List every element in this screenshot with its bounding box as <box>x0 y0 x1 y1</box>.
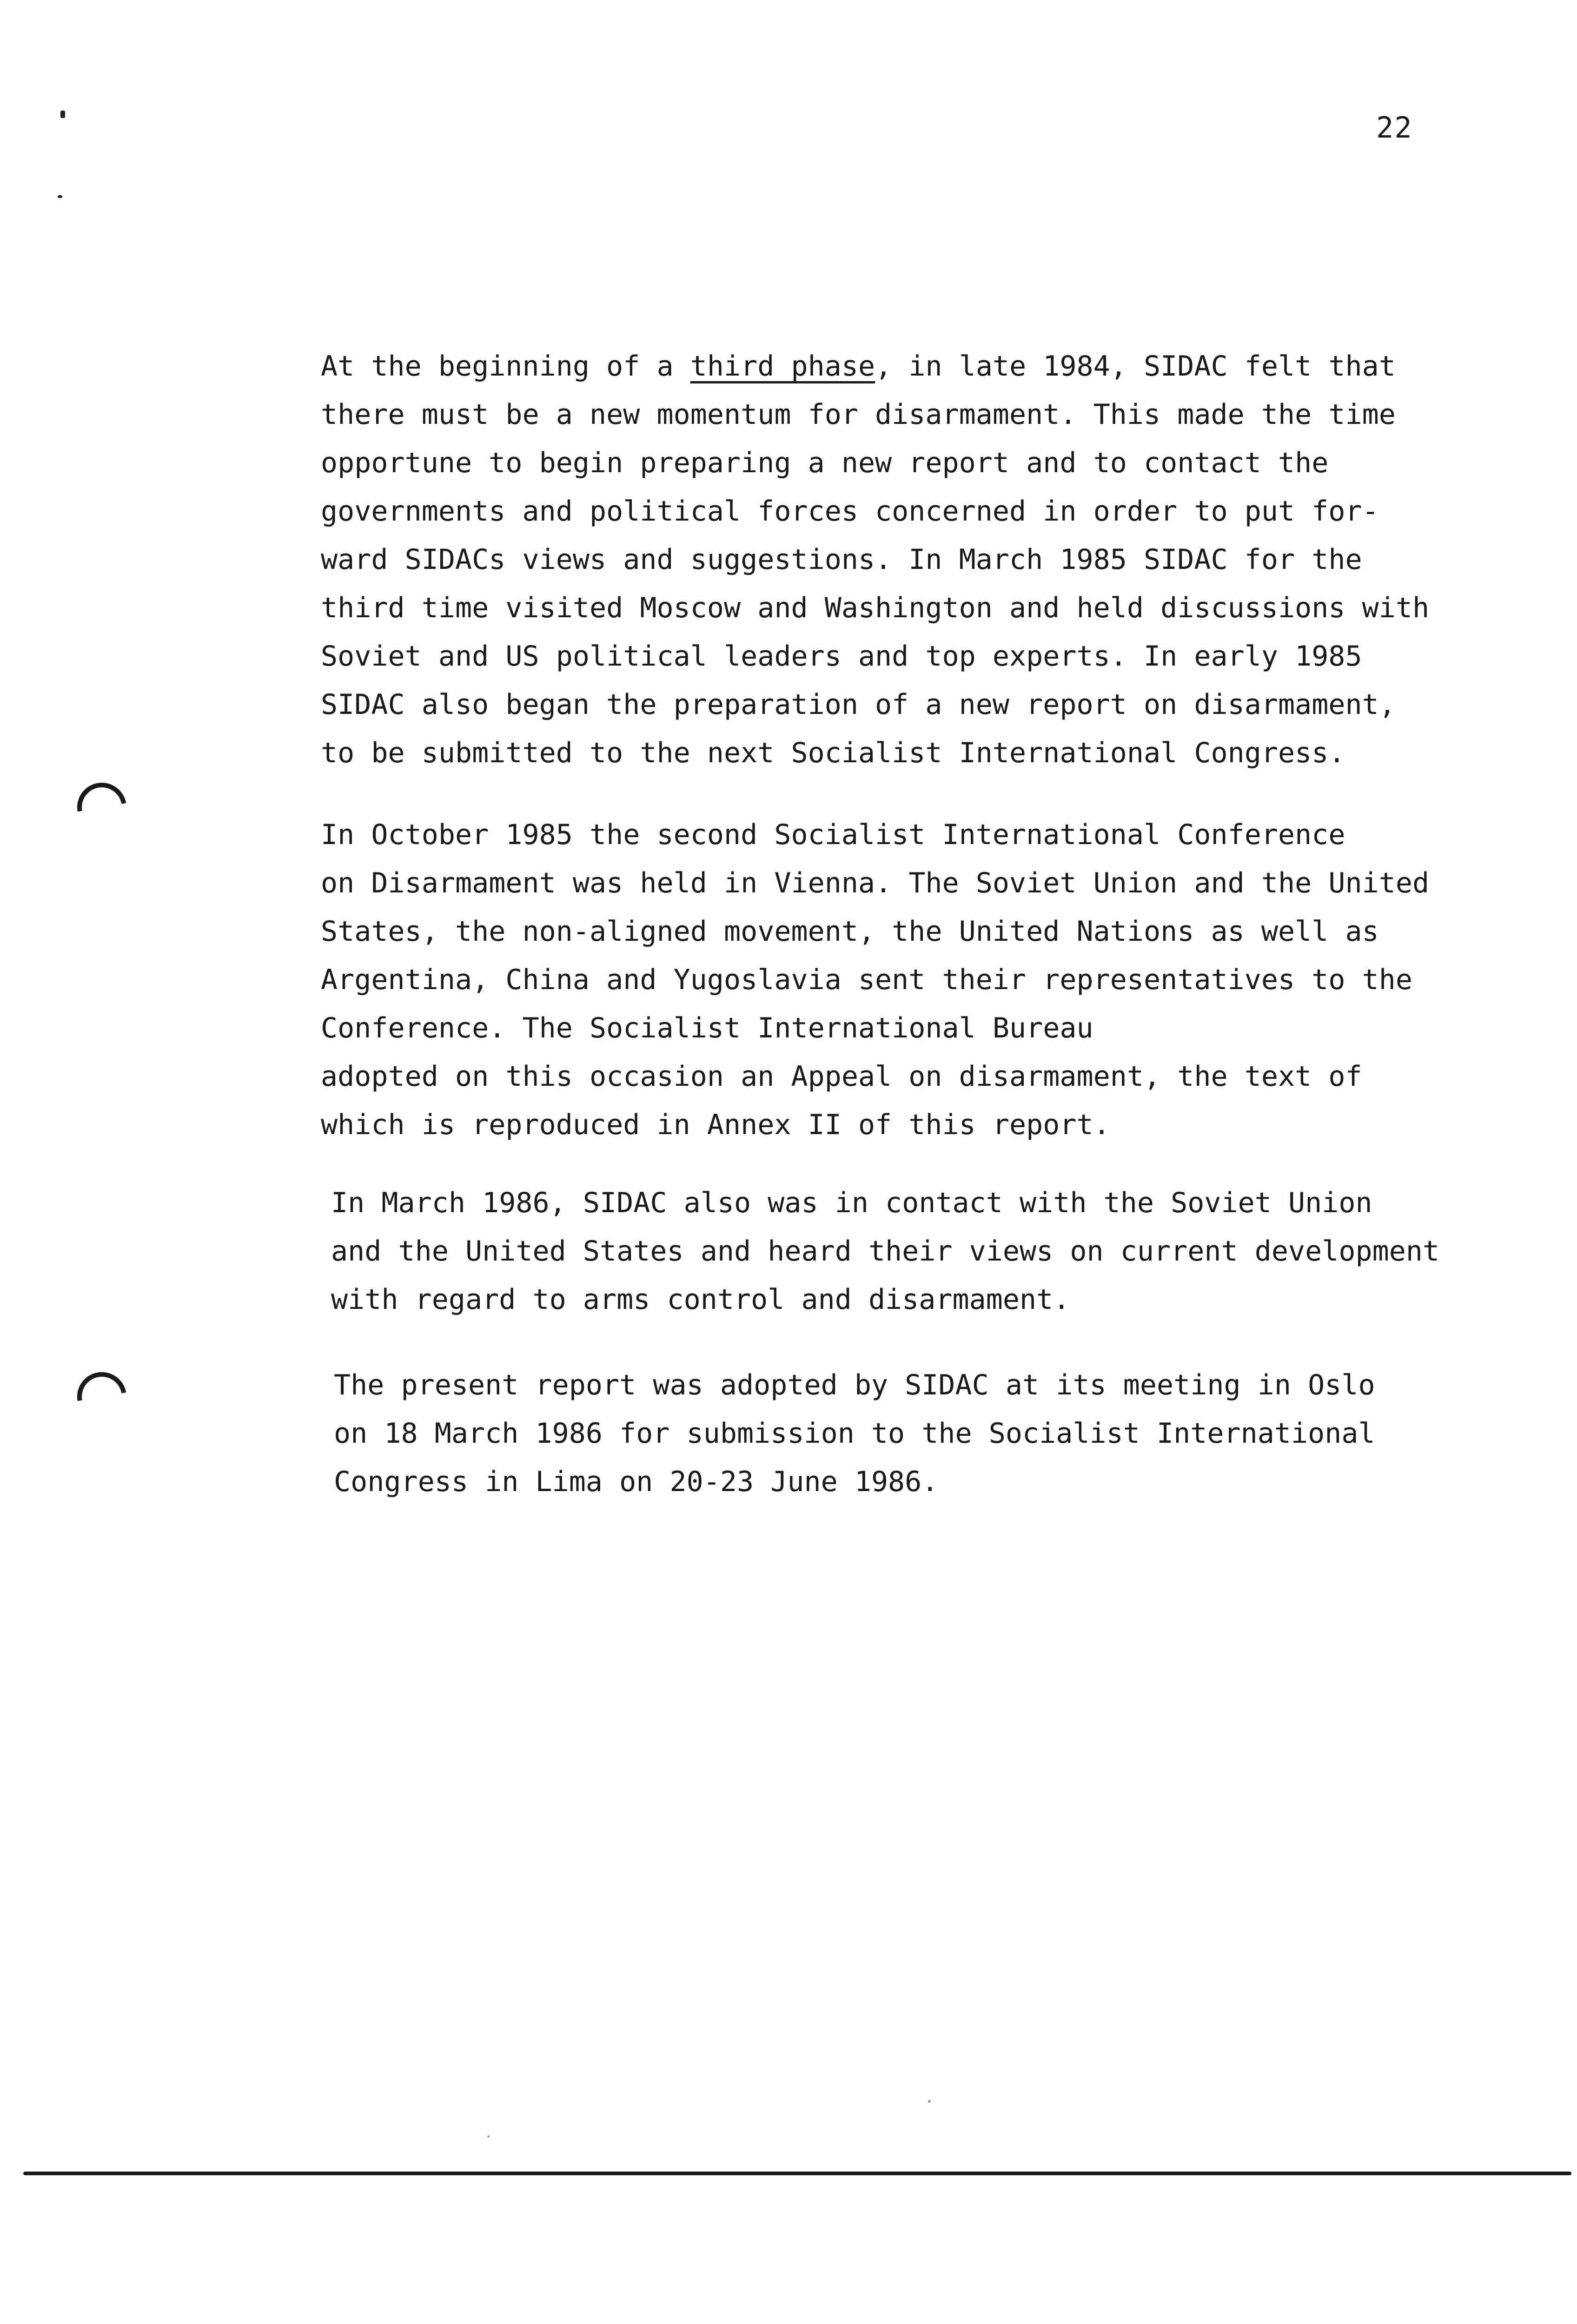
text-line: States, the non-aligned movement, the United Nations as well as <box>321 915 1379 948</box>
text-line: Argentina, China and Yugoslavia sent their representatives to the <box>321 964 1412 996</box>
text-line: to be submitted to the next Socialist International Congress. <box>321 737 1345 769</box>
text-line: third time visited Moscow and Washington and held discussions with <box>321 592 1430 624</box>
paragraph-third-phase <box>321 342 1567 777</box>
text-line: adopted on this occasion an Appeal on disarmament, the text of <box>321 1060 1362 1093</box>
margin-arc-mark <box>67 773 136 842</box>
margin-mark-tick <box>58 195 62 198</box>
text-line: ward SIDACs views and suggestions. In March 1985 SIDAC for the <box>321 543 1362 576</box>
text-line <box>321 342 1567 390</box>
text-line: opportune to begin preparing a new report and to contact the <box>321 447 1329 479</box>
text-line: Soviet and US political leaders and top experts. In early 1985 <box>321 640 1362 673</box>
paragraph-march-1986 <box>331 1179 1577 1324</box>
text-line: In October 1985 the second Socialist International Conference <box>321 819 1345 851</box>
text-line: on 18 March 1986 for submission to the Socialist International <box>334 1417 1375 1450</box>
paragraph-report-adoption <box>334 1361 1577 1506</box>
scan-speck <box>487 2135 490 2138</box>
paragraph-vienna-conference <box>321 811 1567 1149</box>
text-line: SIDAC also began the preparation of a new report on disarmament, <box>321 688 1396 721</box>
underlined-term: third phase <box>690 350 875 383</box>
text-line: Conference. The Socialist International Bureau <box>321 1012 1093 1044</box>
text-run: At the beginning of a <box>321 350 690 383</box>
horizontal-rule <box>23 2172 1571 2175</box>
text-line: with regard to arms control and disarmament. <box>331 1283 1070 1316</box>
text-line: Congress in Lima on 20-23 June 1986. <box>334 1466 939 1498</box>
scan-speck <box>928 2100 931 2103</box>
text-line: governments and political forces concerned in order to put for- <box>321 495 1379 528</box>
text-line: there must be a new momentum for disarmament. This made the time <box>321 398 1396 431</box>
text-line: The present report was adopted by SIDAC at its meeting in Oslo <box>334 1369 1375 1401</box>
margin-mark-dot <box>60 111 65 118</box>
page-number: 22 <box>1376 111 1413 145</box>
text-line: on Disarmament was held in Vienna. The Soviet Union and the United <box>321 867 1430 899</box>
text-run: , in late 1984, SIDAC felt that <box>875 350 1396 383</box>
text-line: In March 1986, SIDAC also was in contact with the Soviet Union <box>331 1187 1372 1219</box>
margin-arc-mark <box>67 1362 136 1431</box>
text-line: and the United States and heard their views on current development <box>331 1235 1440 1268</box>
text-line: which is reproduced in Annex II of this report. <box>321 1109 1110 1141</box>
